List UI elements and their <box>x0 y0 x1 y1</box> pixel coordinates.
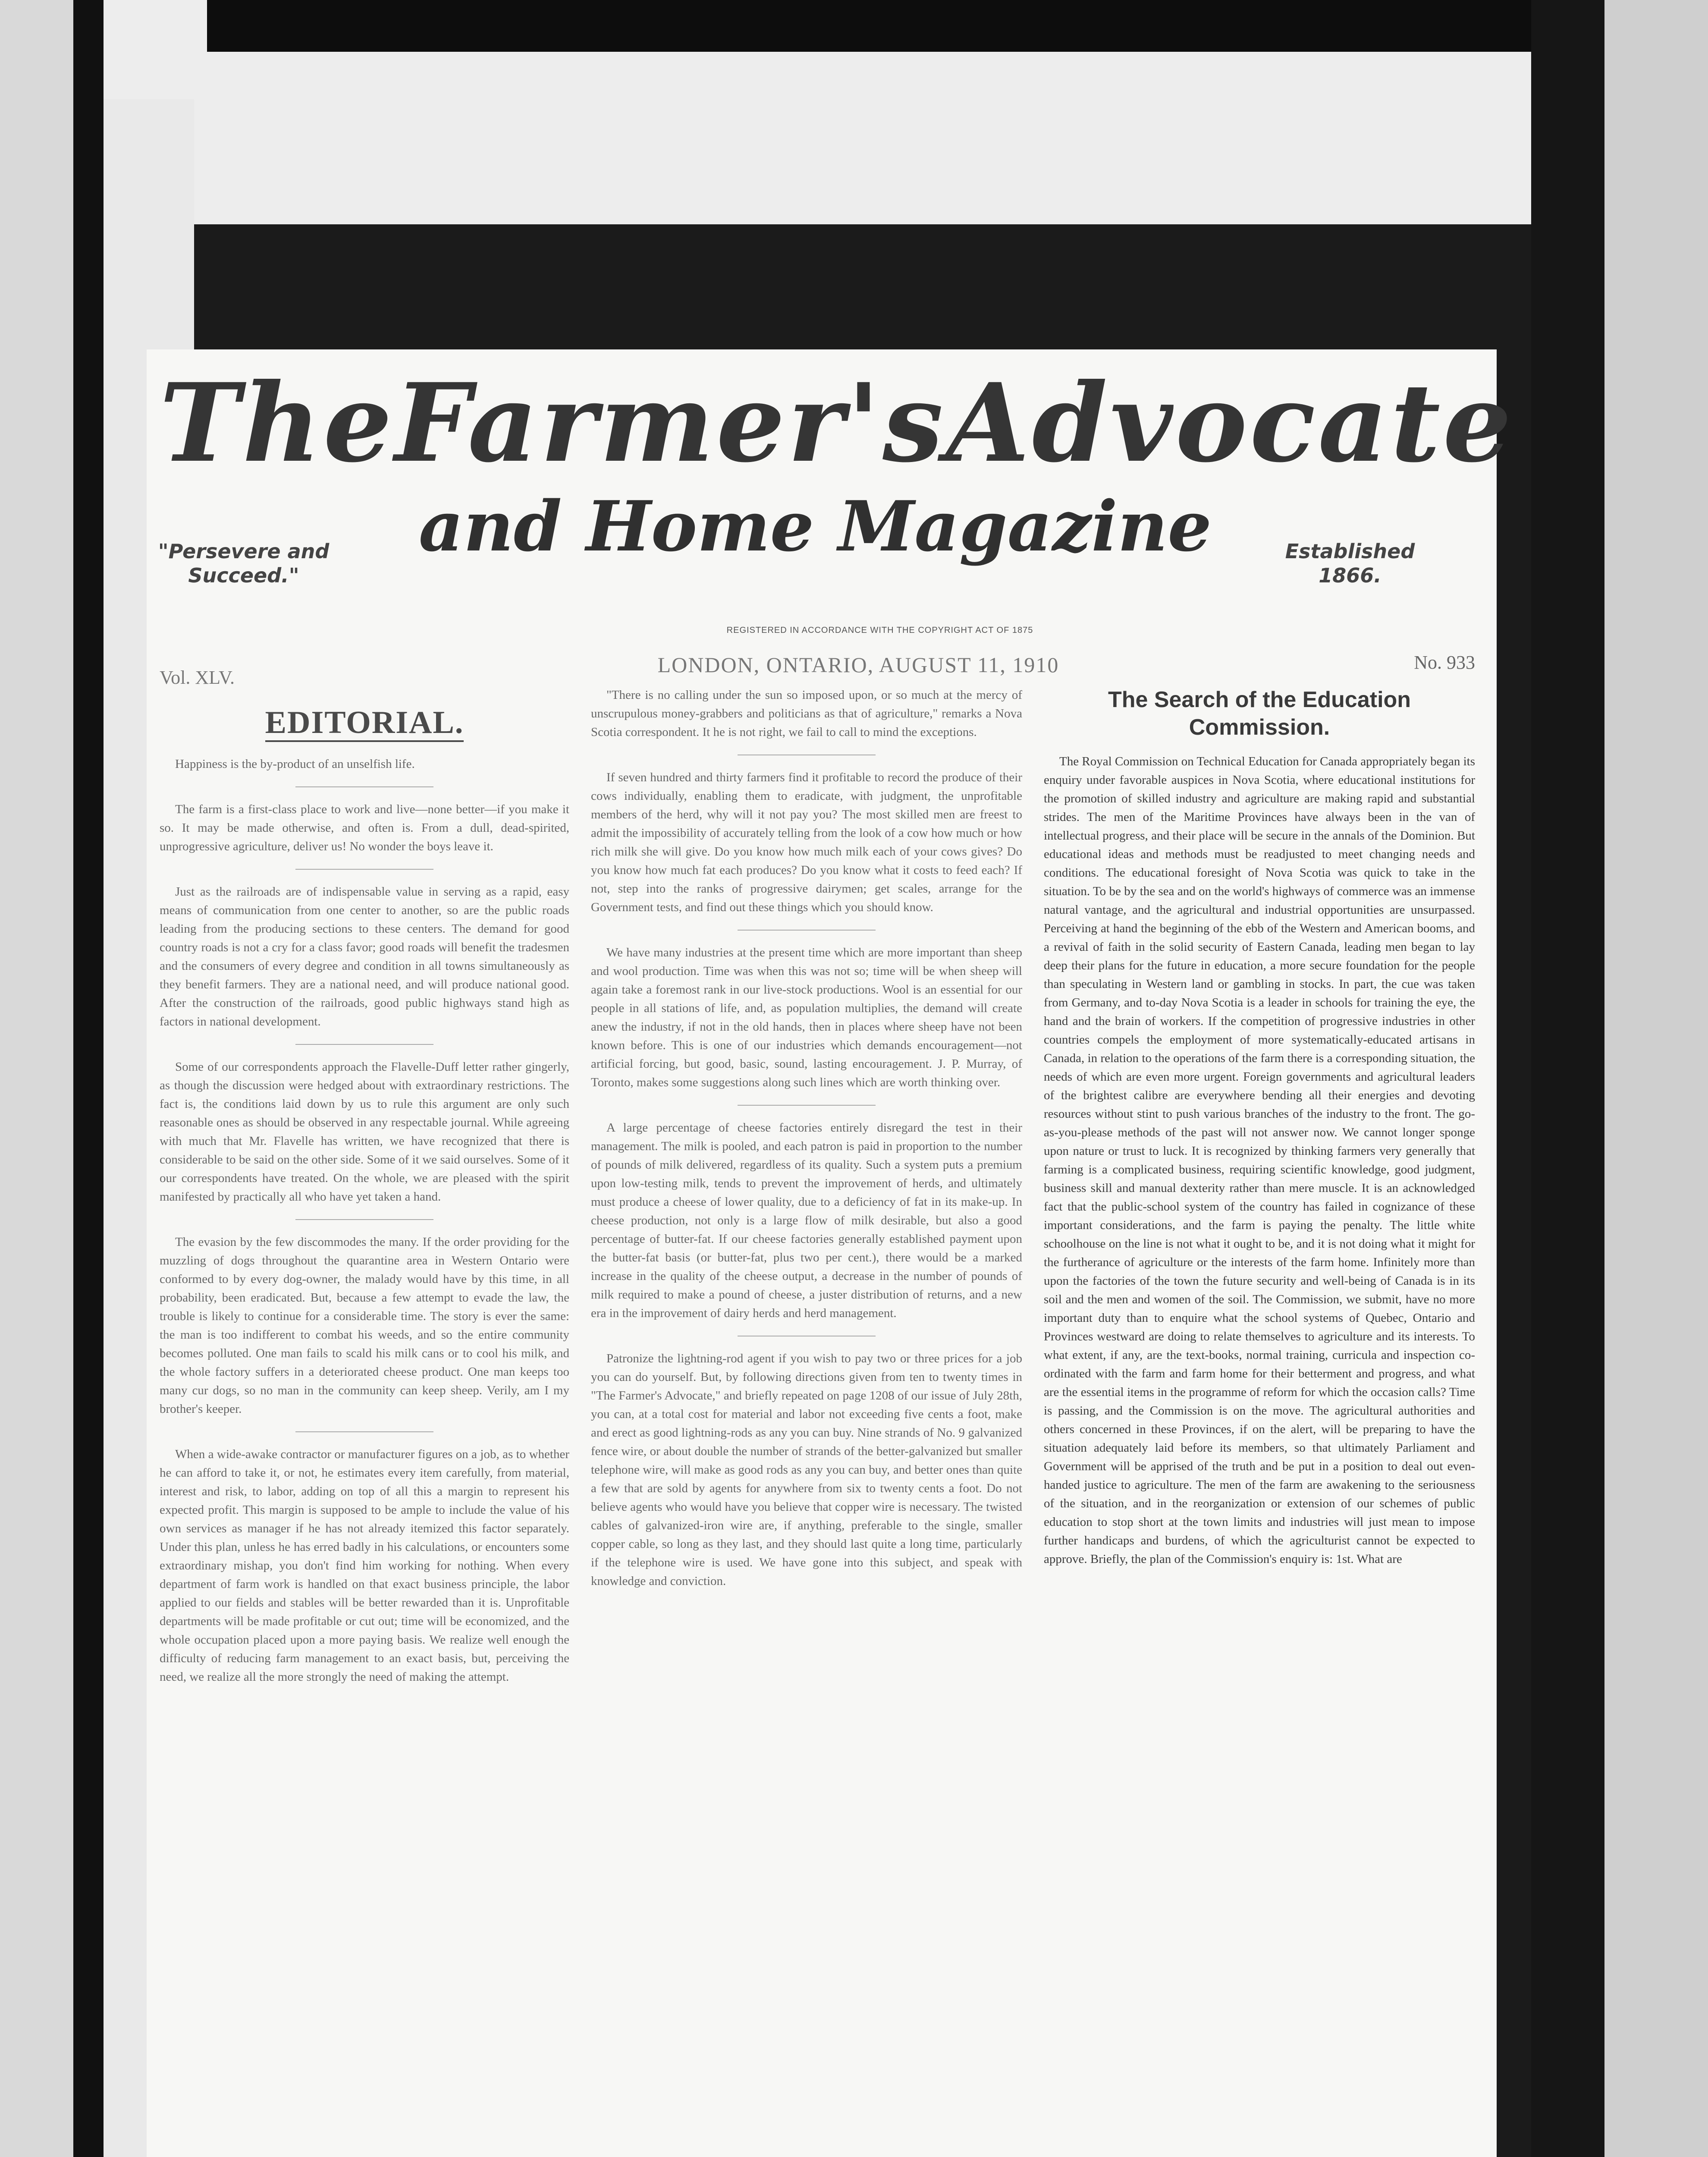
masthead-subtitle: and Home Magazine <box>418 486 1212 567</box>
editorial-paragraph: When a wide-awake contractor or manufacturer figures on a job, as to whether he can afford to take it, or not, he estimates every item carefully, from material, interest and risk, to labor, adding on top of all this a margin to represent his expected profit. This margin is supposed to be ample to include the value of his own services as manager if he has not already itemized this factor separately. Under this plan, unless he has erred badly in his calculations, or encounters some extraordinary mishap, you don't find him working for nothing. When every department of farm work is handled on that exact business principle, the labor applied to our fields and stables will be better rewarded than it is. Unprofitable departments will be made profitable or cut out; time will be economized, and the whole occupation placed upon a more paying basis. We realize well enough the difficulty of reducing farm management to an exact basis, but, perceiving the need, we realize all the more strongly the need of making the attempt. <box>160 1447 569 1684</box>
film-shadow-left <box>73 0 104 2157</box>
commission-heading: The Search of the Education Commission. <box>1108 687 1411 740</box>
masthead-word-3: Advocate <box>945 359 1514 486</box>
editorial-paragraph: Some of our correspondents approach the Flavelle-Duff letter rather gingerly, as though the discussion were hedged about with extraordinary restrictions. The fact is, the conditions laid down by us to rule this argument are only such reasonable ones as should be observed in any respectable journal. While agreeing with much that Mr. Flavelle has written, we have recognized that there is considerable to be said on the other side. Some of it we said ourselves. Some of it our correspondents have treated. On the whole, we are pleased with the spirit manifested by practically all who have yet taken a hand. <box>160 1060 569 1204</box>
editorial-paragraph: The farm is a first-class place to work and live—none better—if you make it so. It may be made otherwise, and often is. From a dull, dead-spirited, unprogressive agriculture, deliver us! No wonder the boys leave it. <box>160 802 569 853</box>
film-border-left <box>0 0 73 2157</box>
divider <box>295 1219 433 1220</box>
copyright-line: REGISTERED IN ACCORDANCE WITH THE COPYRIGHT ACT OF 1875 <box>726 626 1033 635</box>
column-commission <box>1044 686 1475 2157</box>
article-paragraph: "There is no calling under the sun so imposed upon, or so much at the mercy of unscrupulous money-grabbers and politicians as that of agriculture," remarks a Nova Scotia correspondent. It he is not right, we fail to call to mind the exceptions. <box>591 688 1022 739</box>
motto: "Persevere and Succeed." <box>158 540 330 587</box>
article-paragraph: A large percentage of cheese factories entirely disregard the test in their management. The milk is pooled, and each patron is paid in proportion to the number of pounds of milk delivered, regardless of its quality. Such a system puts a premium upon low-testing milk, tends to prevent the improvement of herds, and ultimately must produce a cheese of lower quality, due to a deficiency of fat in its make-up. In cheese production, not only is a large flow of milk desirable, but also a good percentage of butter-fat. If our cheese factories generally established payment upon the butter-fat basis (or butter-fat, plus two per cent.), there would be a marked increase in the quality of the cheese output, a decrease in the number of pounds of milk required to make a pound of cheese, a juster distribution of returns, and a new era in the improvement of dairy herds and herd management. <box>591 1121 1022 1320</box>
article-paragraph: We have many industries at the present time which are more important than sheep and wool production. Time was when this was not so; time will be when sheep will again take a foremost rank in our live-stock productions. Wool is an essential for our people in all stations of life, and, as population multiplies, the demand will create anew the industry, if not in the old hands, then in places where sheep have not been known before. This is one of our industries which demands encouragement—not artificial forcing, but good, basic, sound, lasting encouragement. J. P. Murray, of Toronto, makes some suggestions along such lines which are worth thinking over. <box>591 946 1022 1089</box>
issue-number: No. 933 <box>1414 652 1475 673</box>
divider <box>295 869 433 870</box>
film-shadow-top <box>207 0 1708 52</box>
masthead-word-1: The <box>160 359 395 486</box>
article-paragraph: If seven hundred and thirty farmers find it profitable to record the produce of their cows individually, enabling them to eradicate, with judgment, the unprofitable members of the herd, why will it not pay you? The most skilled men are freest to admit the impossibility of accurately telling from the look of a cow how much or how rich milk she will give. Do you know how much milk each of your cows gives? Do you know how much fat each produces? Do you know what it costs to feed each? If not, step into the ranks of progressive dairymen; get scales, arrange for the Government tests, and find out these things which you should know. <box>591 770 1022 914</box>
divider <box>738 1105 876 1106</box>
column-editorial <box>160 686 569 2157</box>
divider <box>295 786 433 787</box>
established-note: Established 1866. <box>1285 540 1415 587</box>
newspaper-page <box>147 349 1514 2157</box>
editorial-paragraph: Happiness is the by-product of an unselfish life. <box>175 757 415 771</box>
column-middle <box>591 686 1022 2157</box>
volume-label: Vol. XLV. <box>160 667 235 688</box>
editorial-heading-text: EDITORIAL. <box>265 705 464 742</box>
divider <box>738 930 876 931</box>
commission-paragraph: The Royal Commission on Technical Education for Canada appropriately began its enquiry under favorable auspices in Nova Scotia, where educational institutions for the promotion of skilled industry and agriculture are making rapid and substantial strides. The men of the Maritime Provinces have always been in the van of intellectual progress, and their place will be secure in the annals of the Dominion. But educational ideas and methods must be readjusted to meet changing needs and conditions. The educational foresight of Nova Scotia was quick to take in the situation. To be by the sea and on the world's highways of commerce was an immense natural vantage, and the agricultural and industrial opportunities are unsurpassed. Perceiving at hand the beginning of the ebb of the Western and American booms, and a revival of faith in the solid security of Eastern Canada, leading men began to lay deep their plans for the future in education, a more secure foundation for the people than speculating in Western land or gambling in stocks. In part, the cue was taken from Germany, and to-day Nova Scotia is a leader in schools for training the eye, the hand and the brain of workers. If the competition of progressive industries in other countries compels the employment of more systematically-educated artisans in Canada, in relation to the operations of the farm there is a corresponding situation, the needs of which are even more urgent. Foreign governments and agricultural leaders of the brightest calibre are everywhere bending all their energies and devoting resources without stint to push various branches of the industry to the front. The go-as-you-please methods of the past will not answer now. We cannot longer sponge upon nature or trust to luck. It is recognized by thinking farmers very generally that farming is a complicated business, requiring scientific knowledge, good judgment, business skill and manual dexterity rather than mere muscle. It is an acknowledged fact that the public-school system of the country has failed in cognizance of these important considerations, and the farm is paying the penalty. The little white schoolhouse on the line is not what it ought to be, and it is not doing what it might for the furtherance of agriculture or the interests of the farm home. Infinitely more than upon the factories of the town the future security and well-being of Canada is in its soil and the men and women of the soil. The Commission, we submit, have no more important duty than to enquire what the school systems of Quebec, Ontario and Provinces westward are doing to relate themselves to agriculture and its interests. To what extent, if any, are the text-books, normal training, curricula and inspection co-ordinated with the farm and farm home for their betterment and progress, and what are the essential items in the programme of reform for which the occasion calls? Time is passing, and the Commission is on the move. The agricultural authorities and others concerned in these Provinces, if on the alert, will be preparing to have the situation adequately laid before its members, so that ultimately Parliament and Government will be apprised of the truth and be put in a position to deal out even-handed justice to agriculture. The men of the farm are awakening to the seriousness of the situation, and in the reorganization or extension of our schemes of public education to stop short at the town limits and industries will just mean to impose further handicaps and burdens, of which the agriculturist cannot be expected to approve. Briefly, the plan of the Commission's enquiry is: 1st. What are <box>1044 755 1475 1566</box>
editorial-heading <box>160 703 569 742</box>
dateline: LONDON, ONTARIO, AUGUST 11, 1910 <box>657 653 1059 677</box>
film-border-right <box>1604 0 1708 2157</box>
masthead-title <box>147 359 1514 486</box>
editorial-paragraph: Just as the railroads are of indispensable value in serving as a rapid, easy means of communication from one center to another, so are the public roads leading from the producing sections to these centers. The demand for good country roads is not a cry for a class favor; good roads will benefit the tradesmen and the consumers of every degree and condition in all towns simultaneously as they benefit farmers. They are a national need, and will produce national good. After the construction of the railroads, good public highways stand high as factors in national development. <box>160 885 569 1028</box>
article-paragraph: Patronize the lightning-rod agent if you wish to pay two or three prices for a job you can do yourself. But, by following directions given from ten to twenty times in "The Farmer's Advocate," and briefly repeated on page 1208 of our issue of July 28th, you can, at a total cost for material and labor not exceeding five cents a foot, make and erect as good lightning-rods as any you can buy. Nine strands of No. 9 galvanized fence wire, or about double the number of strands of the better-galvanized but smaller telephone wire, will make as good rods as any you can buy, and better ones than quite a few that are sold by agents for anywhere from six to twenty cents a foot. Do not believe agents who would have you believe that copper wire is necessary. The twisted cables of galvanized-iron wire are, if anything, preferable to the single, smaller copper cable, so long as they last, and they should last quite a long time, particularly if the telephone wire is used. We have gone into this subject, and speak with knowledge and conviction. <box>591 1352 1022 1588</box>
divider <box>295 1044 433 1045</box>
masthead-word-2: Farmer's <box>394 359 946 486</box>
divider <box>295 1431 433 1432</box>
editorial-paragraph: The evasion by the few discommodes the many. If the order providing for the muzzling of dogs throughout the quarantine area in Western Ontario were conformed to by every dog-owner, the malady would have by this time, in all probability, been eradicated. But, because a few attempt to evade the law, the trouble is likely to continue for a considerable time. The story is ever the same: the man is too indifferent to combat his weeds, and so the entire community becomes polluted. One man fails to scald his milk cans or to cool his milk, and the whole factory suffers in a deteriorated cheese product. One man keeps too many cur dogs, so no man in the community can keep sheep. Verily, am I my brother's keeper. <box>160 1235 569 1416</box>
